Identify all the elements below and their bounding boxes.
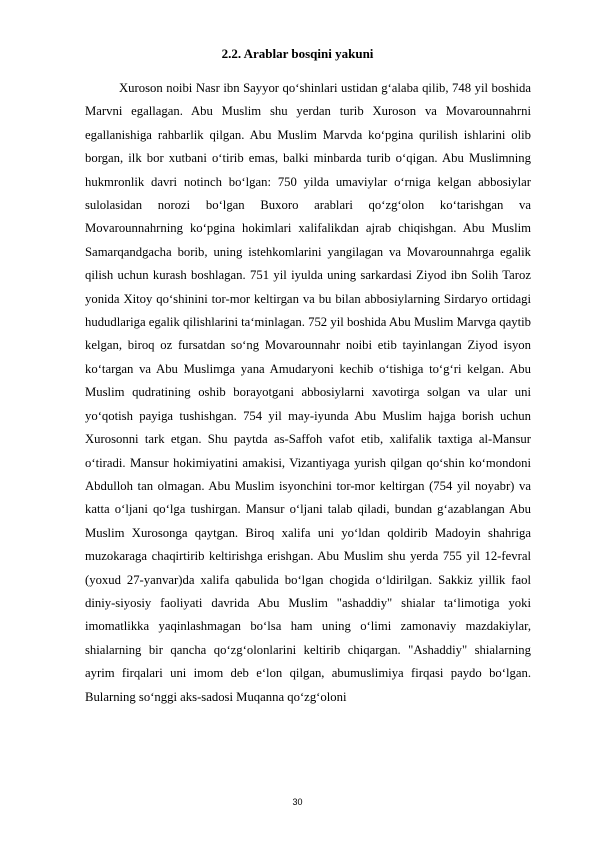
body-paragraph: Xuroson noibi Nasr ibn Sayyor qo‘shinlari ustidan g‘alaba qilib, 748 yil boshida Marvni egallagan. Abu Muslim shu yerdan turib Xuroson va Movarounnahrni egallanishiga rahbarlik qilgan. Abu Muslim Marvda ko‘pgina qurilish ishlarini olib borgan, ilk bor xutbani o‘tirib emas, balki minbarda turib o‘qigan. Abu Muslimning hukmronlik davri notinch bo‘lgan: 750 yilda umaviylar o‘rniga kelgan abbosiylar sulolasidan norozi bo‘lgan Buxoro arablari qo‘zg‘olon ko‘tarishgan va Movarounnahrning ko‘pgina hokimlari xalifalikdan ajrab chiqishgan. Abu Muslim Samarqandgacha borib, uning istehkomlarini yangilagan va Movarounnahrga egalik qilish uchun kurash boshlagan. 751 yil iyulda uning sarkardasi Ziyod ibn Solih Taroz yonida Xitoy qo‘shinini tor-mor keltirgan va bu bilan abbosiylarning Sirdaryo ortidagi hududlariga egalik qilishlarini ta‘minlagan. 752 yil boshida Abu Muslim Marvga qaytib kelgan, biroq oz fursatdan so‘ng Movarounnahr noibi etib tayinlangan Ziyod isyon ko‘targan va Abu Muslimga yana Amudaryoni kechib o‘tishiga to‘g‘ri kelgan. Abu Muslim qudratining oshib borayotgani abbosiylarni xavotirga solgan va ular uni yo‘qotish payiga tushishgan. 754 yil may-iyunda Abu Muslim hajga borish uchun Xurosonni tark etgan. Shu paytda as-Saffoh vafot etib, xalifalik taxtiga al-Mansur o‘tiradi. Mansur hokimiyatini amakisi, Vizantiyaga yurish qilgan qo‘shin ko‘mondoni Abdulloh tan olmagan. Abu Muslim isyonchini tor-mor keltirgan (754 yil noyabr) va katta o‘ljani qo‘lga tushirgan. Mansur o‘ljani talab qiladi, bundan g‘azablangan Abu Muslim Xurosonga qaytgan. Biroq xalifa uni yo‘ldan qoldirib Madoyin shahriga muzokaraga chaqirtirib keltirishga erishgan. Abu Muslim shu yerda 755 yil 12-fevral (yoxud 27-yanvar)da xalifa qabulida bo‘lgan chogida o‘ldirilgan. Sakkiz yillik faol diniy-siyosiy faoliyati davrida Abu Muslim "ashaddiy" shialar ta‘limotiga yoki imomatlikka yaqinlashmagan bo‘lsa ham uning o‘limi zamonaviy mazdakiylar, shialarning bir qancha qo‘zg‘olonlarini keltirib chiqargan. "Ashaddiy" shialarning ayrim firqalari uni imom deb e‘lon qilgan, abumuslimiya firqasi paydo bo‘lgan. Bularning so‘nggi aks-sadosi Muqanna qo‘zg‘oloni [85,81,531,704]
page-number: 30 [292,797,303,807]
section-heading: 2.2. Arablar bosqini yakuni [221,46,374,61]
